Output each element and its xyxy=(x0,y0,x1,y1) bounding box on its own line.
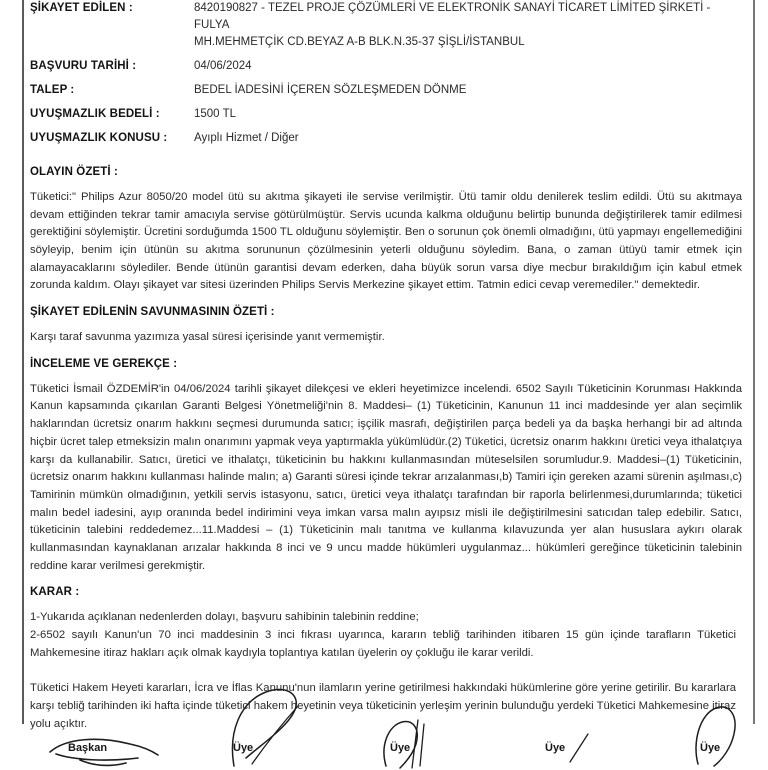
table-row xyxy=(30,82,746,106)
signature-strip xyxy=(0,728,768,768)
page-rule-right xyxy=(753,0,755,724)
field-value-uyusmazlik-konusu: Ayıplı Hizmet / Diğer xyxy=(194,132,299,145)
section-heading-olayin-ozeti: OLAYIN ÖZETİ : xyxy=(30,166,118,179)
field-label-talep: TALEP : xyxy=(30,84,75,97)
field-value-uyusmazlik-bedeli: 1500 TL xyxy=(194,108,236,121)
signature-label-uye-2: Üye xyxy=(390,742,411,754)
field-label-uyusmazlik-bedeli: UYUŞMAZLIK BEDELİ : xyxy=(30,108,160,121)
table-row xyxy=(30,106,746,130)
section-body-olayin-ozeti: Tüketici:" Philips Azur 8050/20 model ütü su akıtma şikayeti ile servise verilmiştir. Ütü tamir oldu denilerek teslim edildi. Ütü su akıtmaya devam ettiğinden tekrar tamir amacıyla servise götürülmüştür. Servis ucunda kalkma olduğunu belirtip bununda değiştirilerek tamir edilmesi gerektiğini söylemiştir. Ücretini sorduğumda 1500 TL olduğunu söylemiştir. Ben o sorunun çok önemli olmadığını, ütü yapmayı engellemediğini söyleyip, benim için ütünün su akıtma sorununun çözülmesinin yeterli olduğunu söyledim. Bana, o zaman ütüyü tamir etmek için alamayacaklarını söylediler. Bende ütünün garantisi devam ederken, daha büyük sorun varsa diye mecbur bırakıldığım için kabul etmek zorunda kaldım. Olayı şikayet var sitesi üzerinden Philips Servis Merkezine şikayet ettim. Tatmin edici cevap veremediler." demektedir. xyxy=(30,191,742,292)
section-heading-inceleme-gerekce: İNCELEME VE GEREKÇE : xyxy=(30,357,178,370)
field-label-sikayet-edilen: ŞİKAYET EDİLEN : xyxy=(30,2,133,14)
table-row xyxy=(30,58,746,82)
table-row xyxy=(30,130,746,154)
field-label-uyusmazlik-konusu: UYUŞMAZLIK KONUSU : xyxy=(30,132,168,145)
field-value-talep: BEDEL İADESİNİ İÇEREN SÖZLEŞMEDEN DÖNME xyxy=(194,84,467,97)
section-heading-karar: KARAR : xyxy=(30,586,80,599)
page-rule-left xyxy=(22,0,24,724)
karar-item-2: 2-6502 sayılı Kanun'un 70 inci maddesinin 3 inci fıkrası uyarınca, kararın tebliğ tarihinden itibaren 15 gün içinde tarafların Tüketici Mahkemesine itiraz hakları açık olmak kaydıyla toplantıya katılan üyelerin oy çokluğu ile karar verildi. xyxy=(30,628,736,659)
section-heading-savunma-ozeti: ŞİKAYET EDİLENİN SAVUNMASININ ÖZETİ : xyxy=(30,306,275,319)
document-content xyxy=(30,0,746,733)
field-value-line-2: MH.MEHMETÇİK CD.BEYAZ A-B BLK.N.35-37 ŞİŞLİ/İSTANBUL xyxy=(194,36,525,49)
signature-label-uye-3: Üye xyxy=(545,742,566,754)
karar-spacer xyxy=(30,672,746,680)
table-row xyxy=(30,0,746,58)
section-body-inceleme-gerekce: Tüketici İsmail ÖZDEMİR'in 04/06/2024 tarihli şikayet dilekçesi ve ekleri heyetimizce incelendi. 6502 Sayılı Tüketicinin Korunması Hakkında Kanun kapsamında çıkarılan Garanti Belgesi Yönetmeliği'nin 8. Maddesi– (1) Tüketicinin, Kanunun 11 inci maddesinde yer alan seçimlik haklarından ücretsiz onarım hakkını seçmesi durumunda satıcı; işçilik masrafı, değiştirilen parça bedeli ya da başka herhangi bir ad altında hiçbir ücret talep etmeksizin malın onarımını yapmak veya yaptırmakla yükümlüdür.(2) Tüketici, ücretsiz onarım hakkını üretici veya ithalatçıya karşı da kullanabilir. Satıcı, üretici ve ithalatçı, tüketicinin bu hakkını kullanmasından müteselsilen sorumludur.9. Maddesi–(1) Tüketicinin, ücretsiz onarım hakkını kullanması halinde malın; a) Garanti süresi içinde tekrar arızalanması,b) Tamiri için gereken azami sürenin aşılması,c) Tamirinin mümkün olmadığının, yetkili servis istasyonu, satıcı, üretici veya ithalatçı tarafından bir raporla belirlenmesi,durumlarında; tüketici malın bedel iadesini, ayıp oranında bedel indirimini veya imkan varsa malın ayıpsız misli ile değiştirilmesini satıcıdan talep edebilir. Satıcı, tüketicinin talebini reddedemez...11.Maddesi – (1) Tüketicinin malı tanıtma ve kullanma kılavuzunda yer alan hususlara aykırı olarak kullanmasından kaynaklanan arızalar hakkında 8 inci ve 9 uncu madde hükümleri uygulanmaz... hükümleri gereğince tüketicinin talebinin reddine karar verilmesi gerekmiştir. xyxy=(30,382,742,572)
field-value-line-1: 8420190827 - TEZEL PROJE ÇÖZÜMLERİ VE ELEKTRONİK SANAYİ TİCARET LİMİTED ŞİRKETİ - FULYA xyxy=(194,2,711,32)
field-label-basvuru-tarihi: BAŞVURU TARİHİ : xyxy=(30,60,137,73)
field-value-basvuru-tarihi: 04/06/2024 xyxy=(194,60,252,73)
field-value-sikayet-edilen xyxy=(180,0,746,58)
signature-label-uye-1: Üye xyxy=(233,742,254,754)
karar-item-1: 1-Yukarıda açıklanan nedenlerden dolayı, başvuru sahibinin talebinin reddine; xyxy=(30,611,419,624)
case-info-table xyxy=(30,0,746,154)
karar-closing-note: Tüketici Hakem Heyeti kararları, İcra ve İflas Kanunu'nun ilamların yerine getirilmesi hakkındaki hükümlerine göre yerine getirilir. Bu kararlara karşı tebliğ tarihinden iki hafta içinde tüketici hakem heyetinin veya tüketicinin yerleşim yerinin bulunduğu yerdeki Tüketici Mahkemesine itiraz yolu açıktır. xyxy=(30,682,736,730)
signature-label-baskan: Başkan xyxy=(68,742,108,754)
signature-ink-uye-3 xyxy=(566,732,600,766)
signature-ink-baskan xyxy=(40,730,190,768)
signature-label-uye-4: Üye xyxy=(700,742,721,754)
section-body-savunma-ozeti: Karşı taraf savunma yazımıza yasal süresi içerisinde yanıt vermemiştir. xyxy=(30,331,385,344)
